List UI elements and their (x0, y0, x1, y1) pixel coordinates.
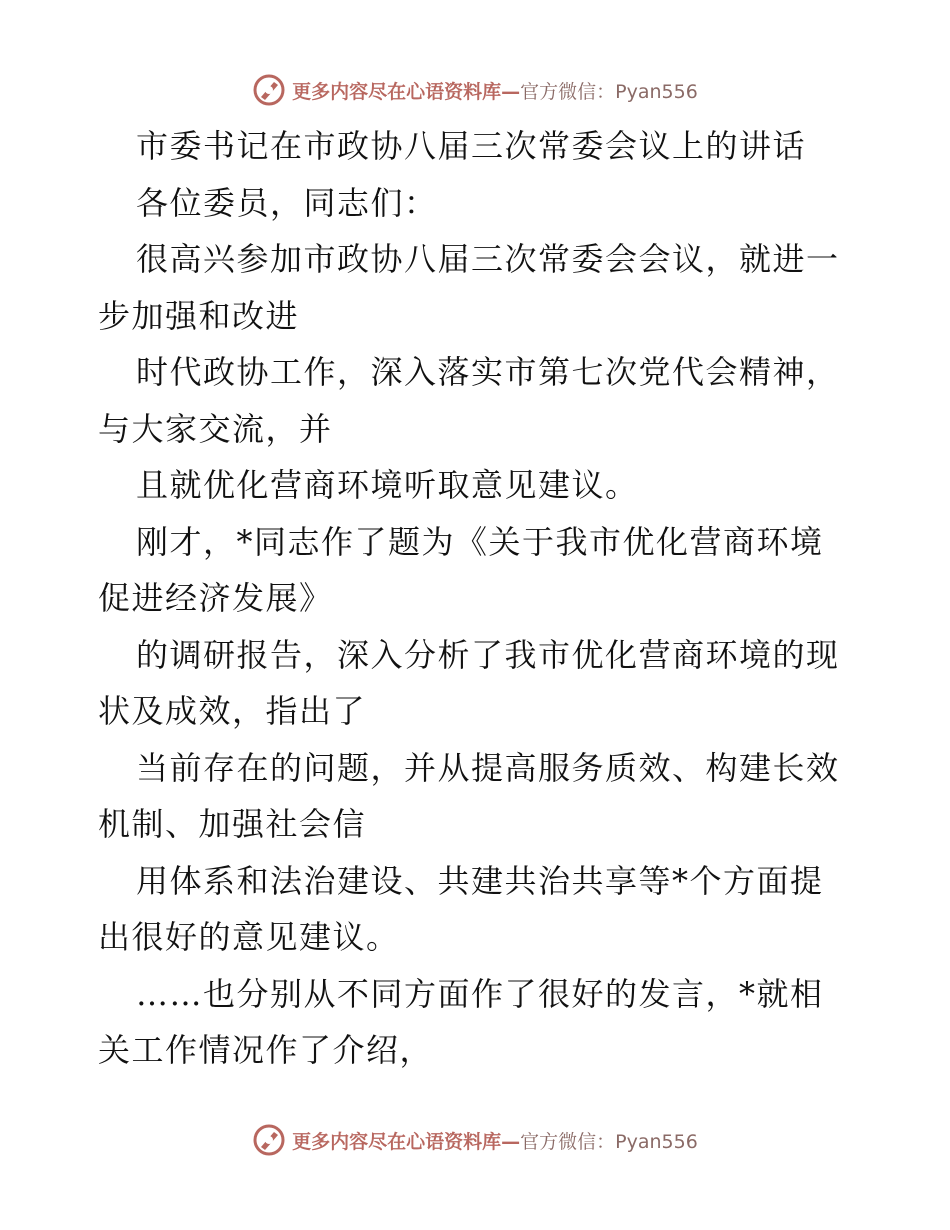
text-line: 促进经济发展》 (98, 579, 333, 617)
pen-circle-logo-icon (252, 73, 286, 107)
text-line: 关工作情况作了介绍， (98, 1031, 434, 1069)
text-line: 状及成效，指出了 (98, 692, 367, 730)
text-line: ……也分别从不同方面作了很好的发言，*就相 (136, 974, 824, 1013)
text-line: 很高兴参加市政协八届三次常委会会议，就进一 (136, 240, 840, 278)
text-line: 步加强和改进 (98, 296, 300, 335)
text-line: 当前存在的问题，并从提高服务质效、构建长效 (136, 748, 840, 787)
watermark-banner-top (0, 70, 950, 110)
text-line: 与大家交流，并 (98, 409, 333, 448)
document-body (98, 118, 858, 1079)
watermark-text: 更多内容尽在心语资料库—官方微信：Pyan556 (292, 1130, 698, 1153)
text-line: 用体系和法治建设、共建共治共享等*个方面提 (136, 861, 824, 900)
pen-circle-logo-icon (252, 1123, 286, 1157)
document-title: 市委书记在市政协八届三次常委会议上的讲话 (136, 127, 807, 165)
watermark-banner-bottom (0, 1120, 950, 1160)
text-line: 时代政协工作，深入落实市第七次党代会精神， (136, 353, 840, 391)
text-line: 的调研报告，深入分析了我市优化营商环境的现 (136, 635, 840, 674)
salutation: 各位委员，同志们： (136, 183, 438, 222)
text-line: 刚才，*同志作了题为《关于我市优化营商环境 (136, 522, 824, 561)
text-line: 且就优化营商环境听取意见建议。 (136, 466, 639, 504)
text-line: 机制、加强社会信 (98, 805, 367, 843)
watermark-text: 更多内容尽在心语资料库—官方微信：Pyan556 (292, 80, 698, 103)
text-line: 出很好的意见建议。 (98, 918, 400, 956)
